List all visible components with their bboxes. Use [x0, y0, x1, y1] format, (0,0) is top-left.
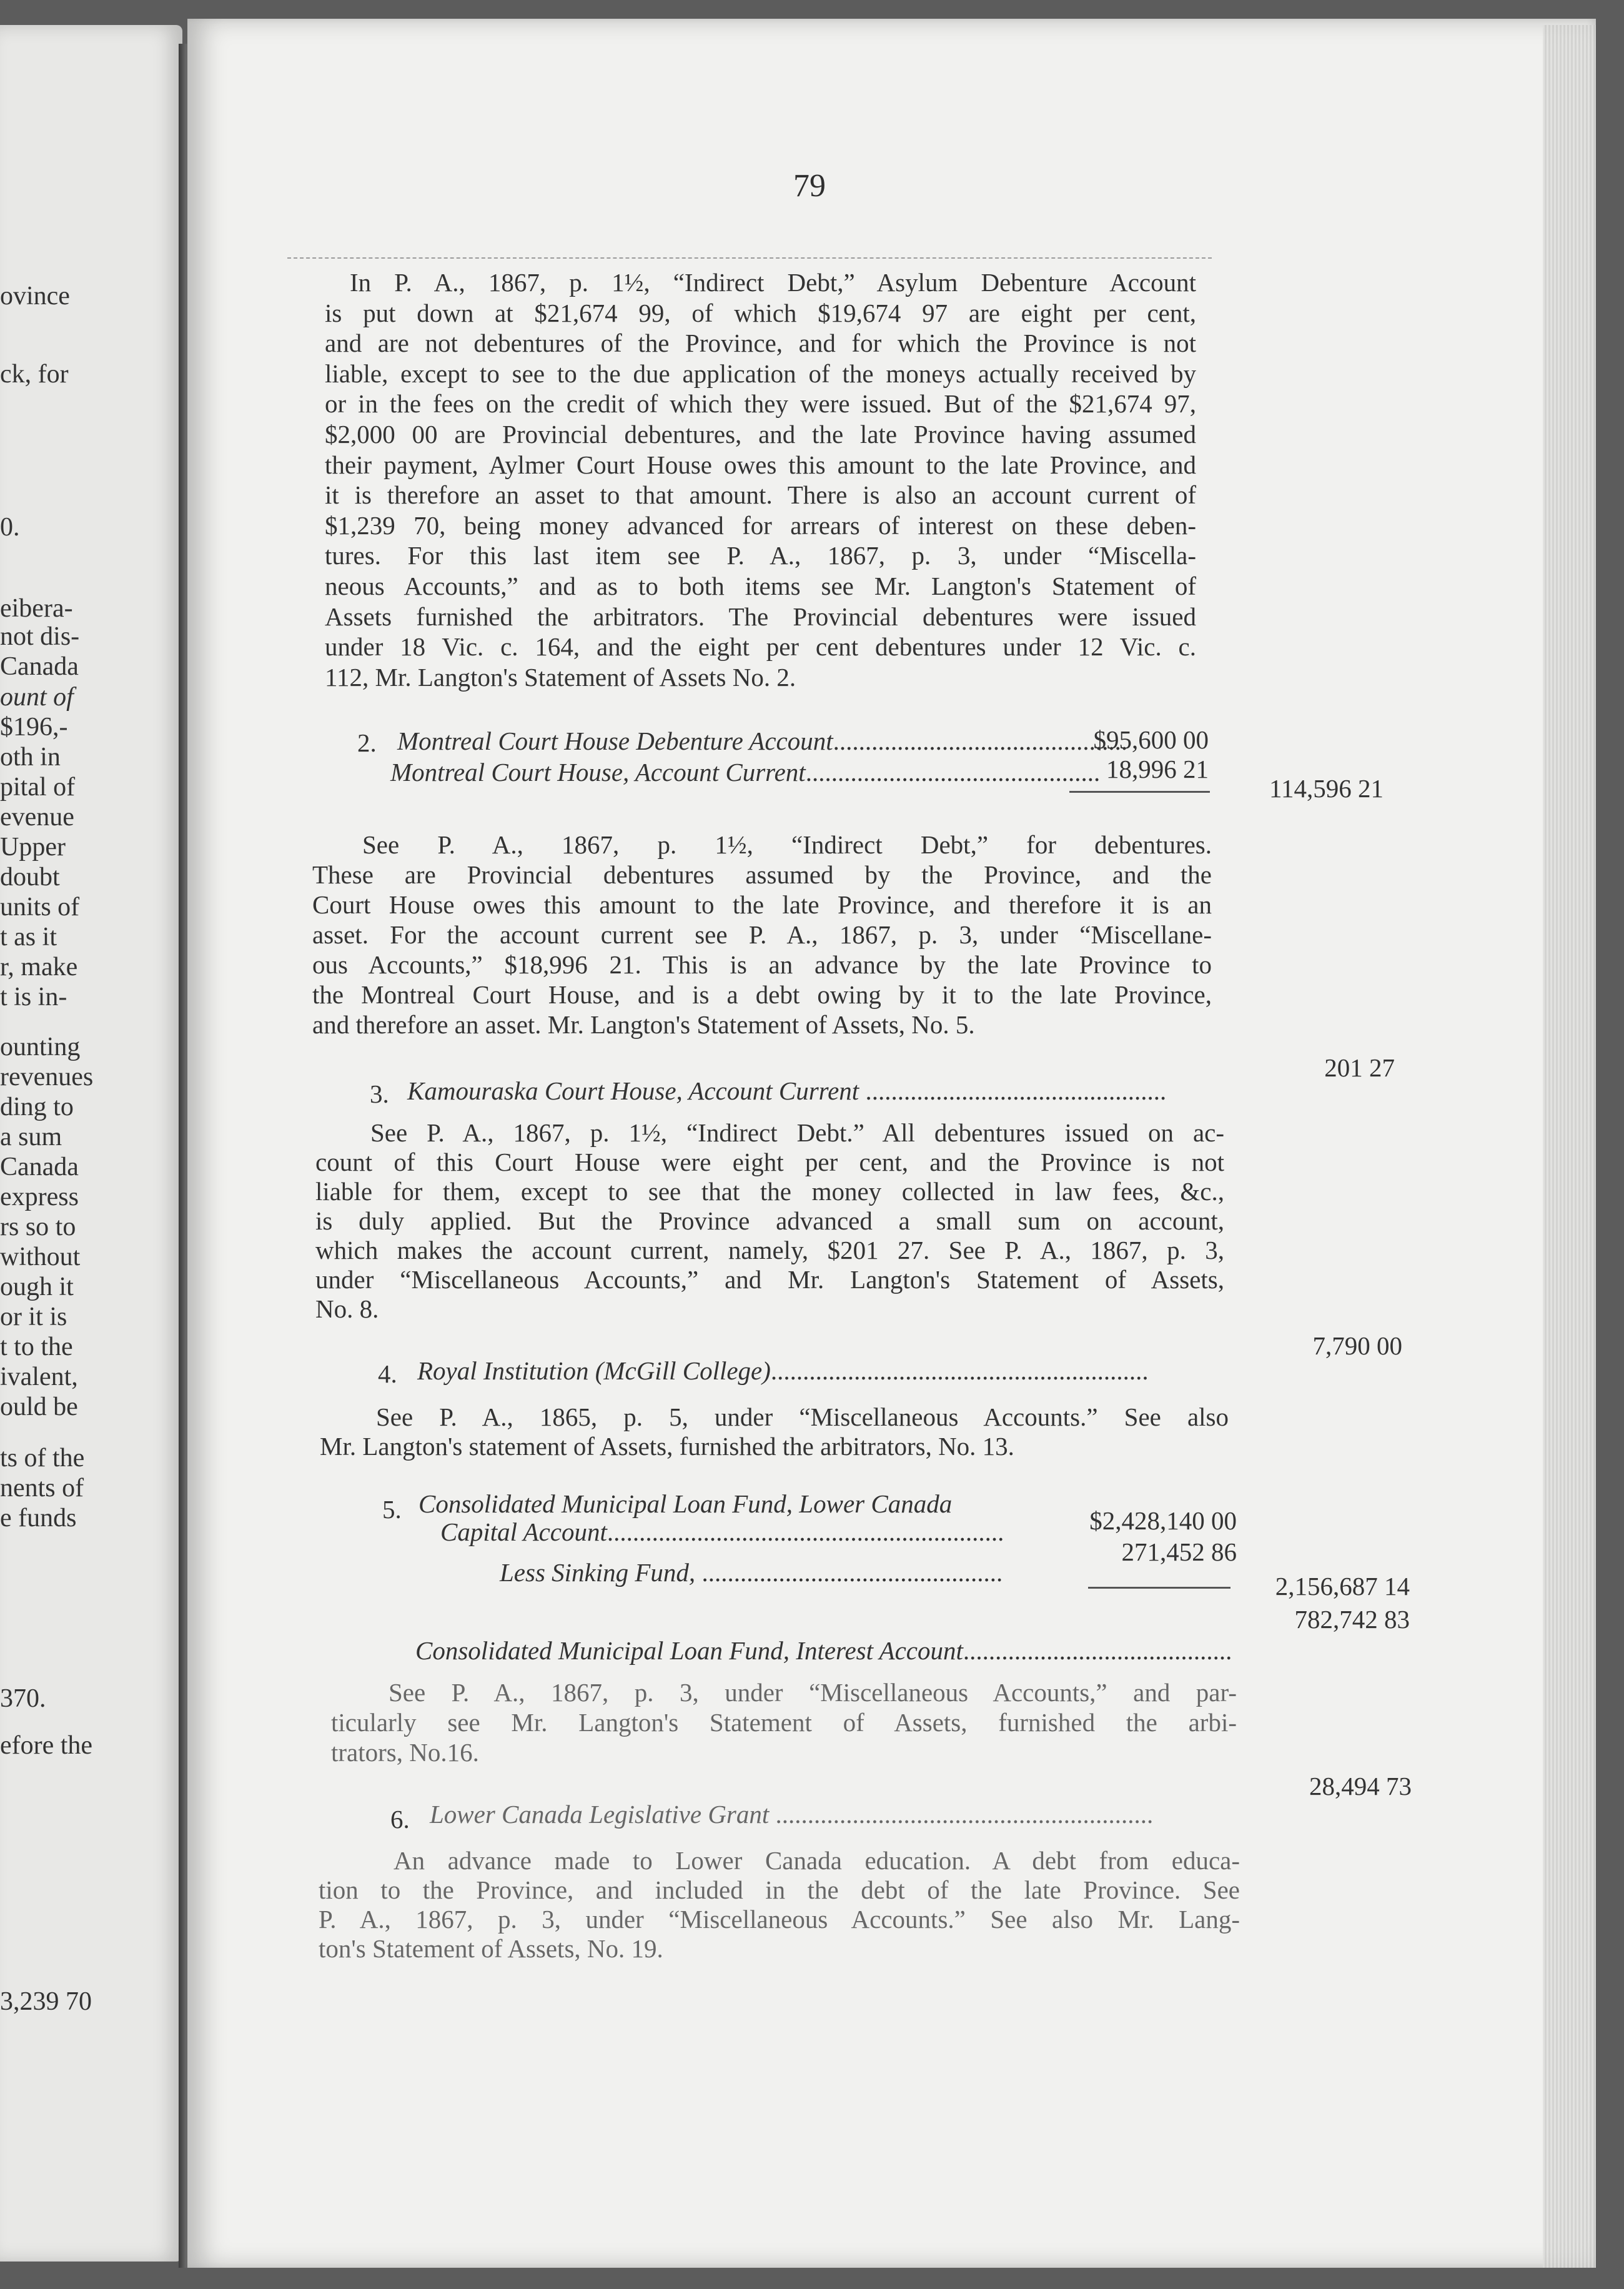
left-page-line: Canada: [0, 1153, 79, 1181]
item2-total: 114,596 21: [1269, 774, 1384, 803]
paragraph-line: under 18 Vic. c. 164, and the eight per cent debentures under 12 Vic. c.: [325, 632, 1196, 662]
left-page-line: 3,239 70: [0, 1987, 92, 2016]
item2-line2-label: Montreal Court House, Account Current..............................................: [390, 758, 1101, 787]
page-edge: [1543, 25, 1596, 2268]
left-page-line: Canada: [0, 652, 79, 681]
left-page-line: efore the: [0, 1731, 93, 1760]
left-page-line: ck, for: [0, 360, 69, 389]
item6-number: 6.: [390, 1805, 410, 1834]
item3-paragraph: [315, 1118, 1224, 1324]
paragraph-line: ticularly see Mr. Langton's Statement of Assets, furnished the arbi-: [331, 1708, 1237, 1737]
paragraph-line: asset. For the account current see P. A., 1867, p. 3, under “Miscellane-: [312, 920, 1212, 949]
item5-line2-value: $2,428,140 00: [1089, 1506, 1237, 1535]
item5-paragraph: [331, 1677, 1237, 1767]
left-page-line: revenues: [0, 1063, 94, 1091]
left-page-line: ould be: [0, 1393, 78, 1421]
paragraph-line: neous Accounts,” and as to both items see Mr. Langton's Statement of: [325, 571, 1196, 600]
item2-paragraph: [312, 830, 1212, 1040]
header-rule: [287, 257, 1212, 259]
paragraph-line: liable, except to see to the due application of the moneys actually received by: [325, 359, 1196, 388]
paragraph-line: and are not debentures of the Province, and for which the Province is not: [325, 329, 1196, 358]
left-page-line: r, make: [0, 953, 78, 981]
left-page-line: 370.: [0, 1684, 46, 1713]
item6-total: 28,494 73: [1309, 1772, 1412, 1800]
left-page-line: $196,-: [0, 713, 68, 742]
paragraph-line: $2,000 00 are Provincial debentures, and the late Province having assumed: [325, 419, 1196, 449]
paragraph-line: Assets furnished the arbitrators. The Provincial debentures were issued: [325, 602, 1196, 631]
item3-label: Kamouraska Court House, Account Current ...............................................: [407, 1076, 1167, 1105]
paragraph-line: See P. A., 1865, p. 5, under “Miscellaneous Accounts.” See also: [376, 1403, 1229, 1431]
paragraph-line: Court House owes this amount to the late Province, and therefore it is an: [312, 890, 1212, 919]
left-page-line: rs so to: [0, 1213, 76, 1241]
paragraph-line: In P. A., 1867, p. 1½, “Indirect Debt,” Asylum Debenture Account: [350, 268, 1196, 297]
left-page-line: evenue: [0, 803, 74, 832]
item4-paragraph: [320, 1403, 1229, 1461]
item5-number: 5.: [382, 1495, 402, 1524]
item2-sum-rule: [1069, 791, 1210, 793]
item6-label: Lower Canada Legislative Grant ...........................................................: [430, 1800, 1154, 1829]
item2-number: 2.: [357, 728, 377, 757]
item2-line1-label: Montreal Court House Debenture Account..............................................: [397, 727, 1128, 755]
item5-interest-label: Consolidated Municipal Loan Fund, Interest Account..........................................: [415, 1636, 1232, 1665]
paragraph-line: under “Miscellaneous Accounts,” and Mr. Langton's Statement of Assets,: [315, 1265, 1224, 1294]
intro-paragraph: [325, 267, 1196, 692]
left-page: [0, 25, 182, 2262]
paragraph-line: See P. A., 1867, p. 1½, “Indirect Debt.” All debentures issued on ac-: [370, 1118, 1224, 1147]
paragraph-line: 112, Mr. Langton's Statement of Assets No. 2.: [325, 662, 796, 692]
item5-line1-label: Consolidated Municipal Loan Fund, Lower Canada: [418, 1489, 953, 1518]
left-page-line: ts of the: [0, 1444, 85, 1472]
left-page-line: doubt: [0, 863, 60, 891]
paragraph-line: is duly applied. But the Province advanced a small sum on account,: [315, 1206, 1224, 1235]
left-page-line: e funds: [0, 1504, 77, 1532]
paragraph-line: An advance made to Lower Canada education. A debt from educa-: [394, 1846, 1240, 1875]
paragraph-line: P. A., 1867, p. 3, under “Miscellaneous Accounts.” See also Mr. Lang-: [319, 1905, 1240, 1934]
paragraph-line: trators, No.16.: [331, 1738, 479, 1767]
left-page-line: nents of: [0, 1474, 84, 1502]
paragraph-line: it is therefore an asset to that amount. There is also an account current of: [325, 480, 1196, 510]
paragraph-line: tion to the Province, and included in the debt of the late Province. See: [319, 1875, 1240, 1904]
left-page-line: ough it: [0, 1273, 74, 1301]
paragraph-line: ton's Statement of Assets, No. 19.: [319, 1934, 663, 1963]
paragraph-line: See P. A., 1867, p. 1½, “Indirect Debt,” for debentures.: [362, 830, 1212, 859]
paragraph-line: count of this Court House were eight per cent, and the Province is not: [315, 1148, 1224, 1176]
paragraph-line: tures. For this last item see P. A., 1867, p. 3, under “Miscella-: [325, 541, 1196, 570]
paragraph-line: is put down at $21,674 99, of which $19,674 97 are eight per cent,: [325, 298, 1196, 327]
item4-number: 4.: [378, 1359, 397, 1388]
left-page-line: units of: [0, 893, 80, 921]
item5-line3-value: 271,452 86: [1121, 1537, 1237, 1566]
item5-total: 2,156,687 14: [1275, 1572, 1410, 1601]
item2-line2-value: 18,996 21: [1106, 755, 1209, 783]
item5-line2-label: Capital Account..............................................................: [440, 1517, 1004, 1546]
paragraph-line: Mr. Langton's statement of Assets, furnished the arbitrators, No. 13.: [320, 1432, 1014, 1461]
left-page-line: eibera-: [0, 594, 73, 623]
left-page-line: or it is: [0, 1303, 67, 1331]
left-page-line: t is in-: [0, 983, 67, 1011]
item5-line3-label: Less Sinking Fund, ...............................................: [500, 1558, 1003, 1587]
left-page-line: t as it: [0, 923, 57, 951]
item5-interest-total: 782,742 83: [1294, 1605, 1410, 1634]
item3-total: 201 27: [1324, 1053, 1395, 1082]
paragraph-line: the Montreal Court House, and is a debt owing by it to the late Province,: [312, 980, 1212, 1009]
left-page-line: without: [0, 1243, 81, 1271]
left-page-line: not dis-: [0, 622, 80, 651]
paragraph-line: See P. A., 1867, p. 3, under “Miscellaneous Accounts,” and par-: [389, 1678, 1237, 1707]
paragraph-line: These are Provincial debentures assumed by the Province, and the: [312, 860, 1212, 889]
page-number: 79: [793, 168, 826, 204]
paragraph-line: or in the fees on the credit of which they were issued. But of the $21,674 97,: [325, 389, 1196, 419]
paragraph-line: No. 8.: [315, 1294, 379, 1323]
left-page-line: ding to: [0, 1093, 74, 1121]
paragraph-line: liable for them, except to see that the money collected in law fees, &c.,: [315, 1177, 1224, 1206]
item6-paragraph: [319, 1846, 1240, 1964]
left-page-line: t to the: [0, 1333, 73, 1361]
item4-total: 7,790 00: [1312, 1331, 1402, 1360]
item2-line1-value: $95,600 00: [1093, 725, 1209, 754]
paragraph-line: and therefore an asset. Mr. Langton's Statement of Assets, No. 5.: [312, 1010, 975, 1039]
item4-label: Royal Institution (McGill College)...........................................................: [417, 1356, 1149, 1385]
left-page-line: 0.: [0, 513, 20, 542]
item5-sum-rule: [1088, 1587, 1230, 1589]
left-page-line: pital of: [0, 773, 76, 802]
left-page-line: oth in: [0, 743, 61, 772]
left-page-line: ivalent,: [0, 1363, 78, 1391]
paragraph-line: which makes the account current, namely, $201 27. See P. A., 1867, p. 3,: [315, 1236, 1224, 1264]
left-page-line: ovince: [0, 282, 70, 310]
left-page-line: ounting: [0, 1033, 81, 1061]
paragraph-line: ous Accounts,” $18,996 21. This is an advance by the late Province to: [312, 950, 1212, 979]
left-page-line: express: [0, 1183, 79, 1211]
paragraph-line: their payment, Aylmer Court House owes this amount to the late Province, and: [325, 450, 1196, 479]
item3-number: 3.: [370, 1080, 389, 1108]
left-page-line: a sum: [0, 1123, 62, 1151]
paragraph-line: $1,239 70, being money advanced for arrears of interest on these deben-: [325, 510, 1196, 540]
left-page-line: ount of: [0, 683, 74, 712]
left-page-line: Upper: [0, 833, 66, 861]
